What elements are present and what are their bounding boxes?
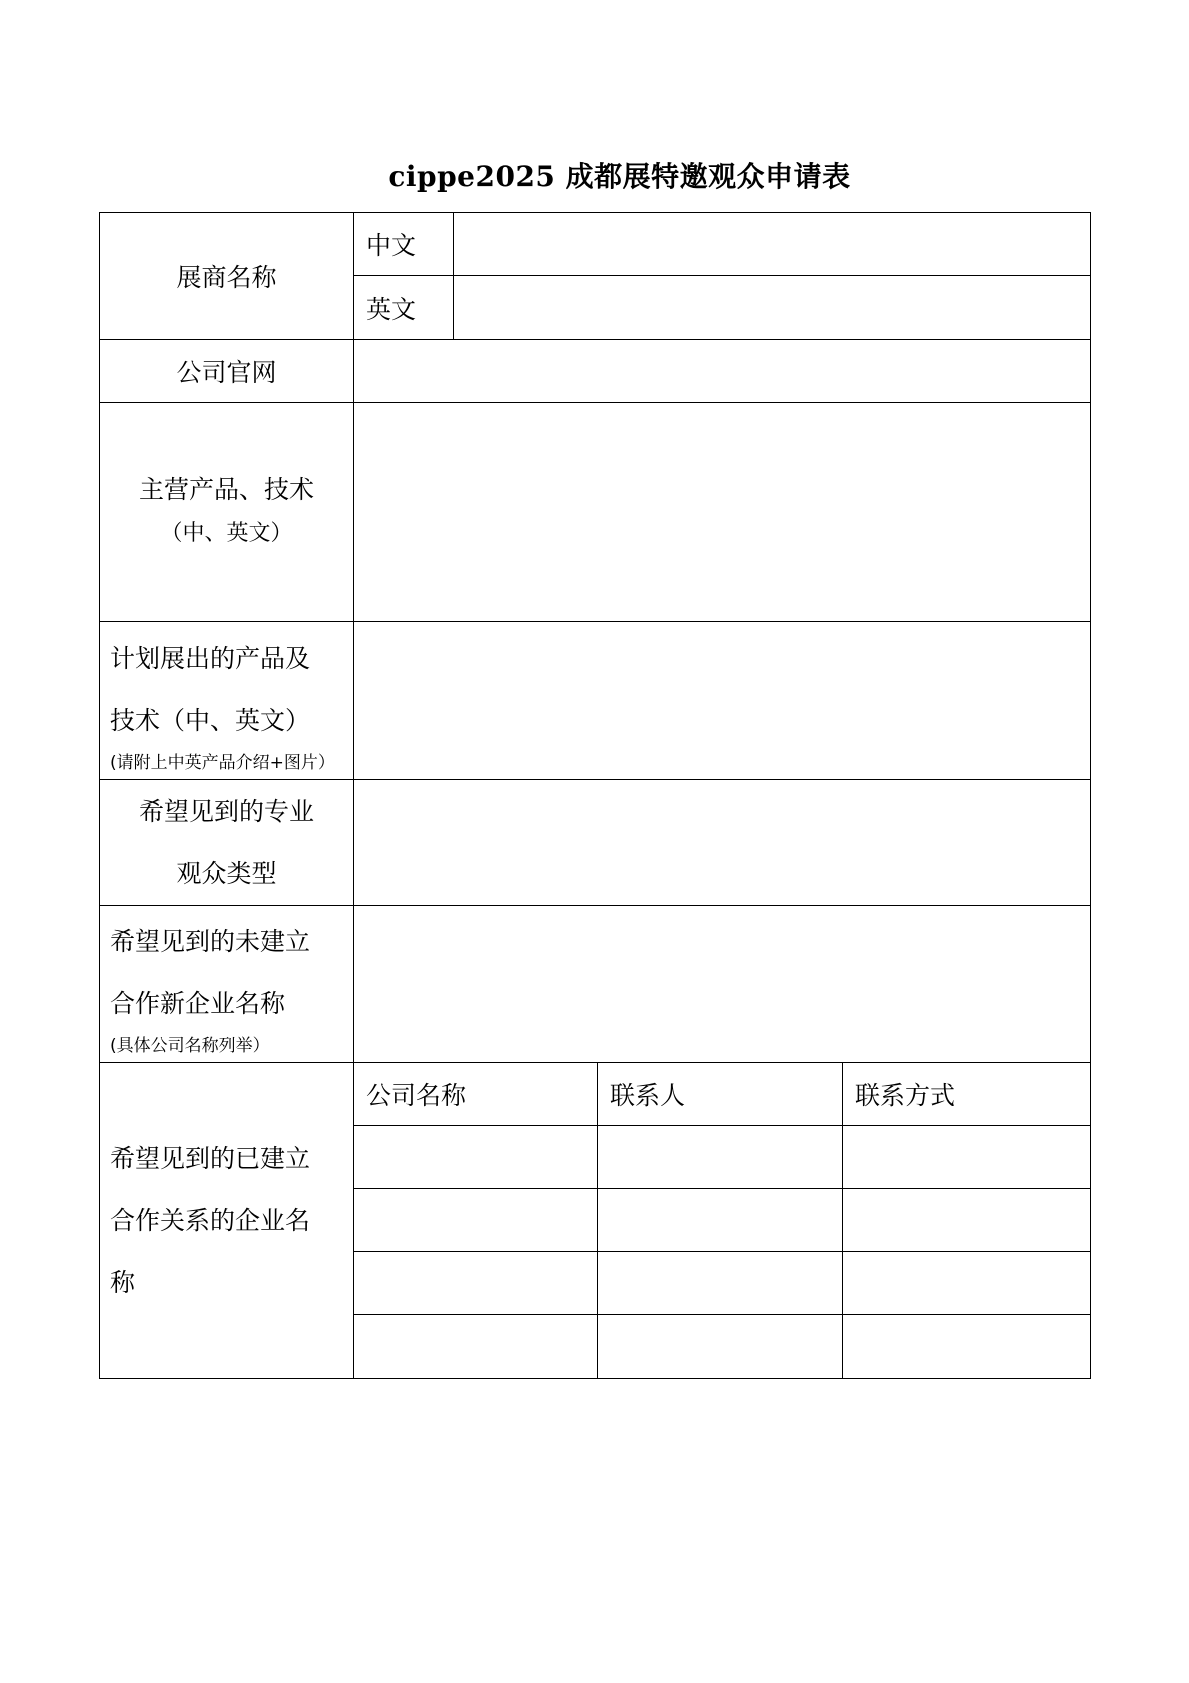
main-products-label xyxy=(100,403,354,622)
header-contact-method: 联系方式 xyxy=(843,1063,1091,1126)
main-products-field[interactable] xyxy=(354,403,1091,622)
existing-partners-label-line2: 合作关系的企业名 xyxy=(110,1205,311,1235)
existing-partners-label-line3: 称 xyxy=(110,1267,136,1297)
main-products-label-line2: （中、英文） xyxy=(160,521,293,546)
exhibitor-name-chinese-field[interactable] xyxy=(454,213,1091,276)
planned-exhibits-note: (请附上中英产品介绍+图片） xyxy=(110,752,335,773)
application-form-table xyxy=(99,212,1091,1379)
planned-exhibits-label xyxy=(100,622,354,780)
page-title: cippe2025 成都展特邀观众申请表 xyxy=(388,160,851,193)
english-label: 英文 xyxy=(354,276,454,340)
exhibitor-name-label: 展商名称 xyxy=(100,213,354,340)
main-products-label-line1: 主营产品、技术 xyxy=(138,475,314,504)
exhibitor-name-english-field[interactable] xyxy=(454,276,1091,340)
new-partners-label-line2: 合作新企业名称 xyxy=(110,989,286,1018)
audience-type-label-line1: 希望见到的专业 xyxy=(138,796,314,826)
partner-company-cell[interactable] xyxy=(354,1189,598,1252)
existing-partners-label xyxy=(100,1063,354,1379)
new-partners-field[interactable] xyxy=(354,906,1091,1063)
partner-method-cell[interactable] xyxy=(843,1189,1091,1252)
audience-type-label xyxy=(100,780,354,906)
planned-exhibits-label-line1: 计划展出的产品及 xyxy=(110,643,311,673)
website-label: 公司官网 xyxy=(100,340,354,403)
partner-contact-cell[interactable] xyxy=(598,1189,843,1252)
new-partners-label xyxy=(100,906,354,1063)
partner-contact-cell[interactable] xyxy=(598,1252,843,1315)
new-partners-label-line1: 希望见到的未建立 xyxy=(110,927,311,956)
partner-method-cell[interactable] xyxy=(843,1315,1091,1379)
planned-exhibits-label-line2: 技术（中、英文） xyxy=(110,705,311,735)
planned-exhibits-field[interactable] xyxy=(354,622,1091,780)
audience-type-label-line2: 观众类型 xyxy=(176,858,277,888)
partner-company-cell[interactable] xyxy=(354,1315,598,1379)
partner-company-cell[interactable] xyxy=(354,1126,598,1189)
website-field[interactable] xyxy=(354,340,1091,403)
header-company-name: 公司名称 xyxy=(354,1063,598,1126)
header-contact-person: 联系人 xyxy=(598,1063,843,1126)
partner-company-cell[interactable] xyxy=(354,1252,598,1315)
chinese-label: 中文 xyxy=(354,213,454,276)
new-partners-note: (具体公司名称列举） xyxy=(110,1036,270,1056)
partner-contact-cell[interactable] xyxy=(598,1126,843,1189)
existing-partners-label-line1: 希望见到的已建立 xyxy=(110,1143,311,1173)
partner-method-cell[interactable] xyxy=(843,1252,1091,1315)
audience-type-field[interactable] xyxy=(354,780,1091,906)
partner-contact-cell[interactable] xyxy=(598,1315,843,1379)
partner-method-cell[interactable] xyxy=(843,1126,1091,1189)
